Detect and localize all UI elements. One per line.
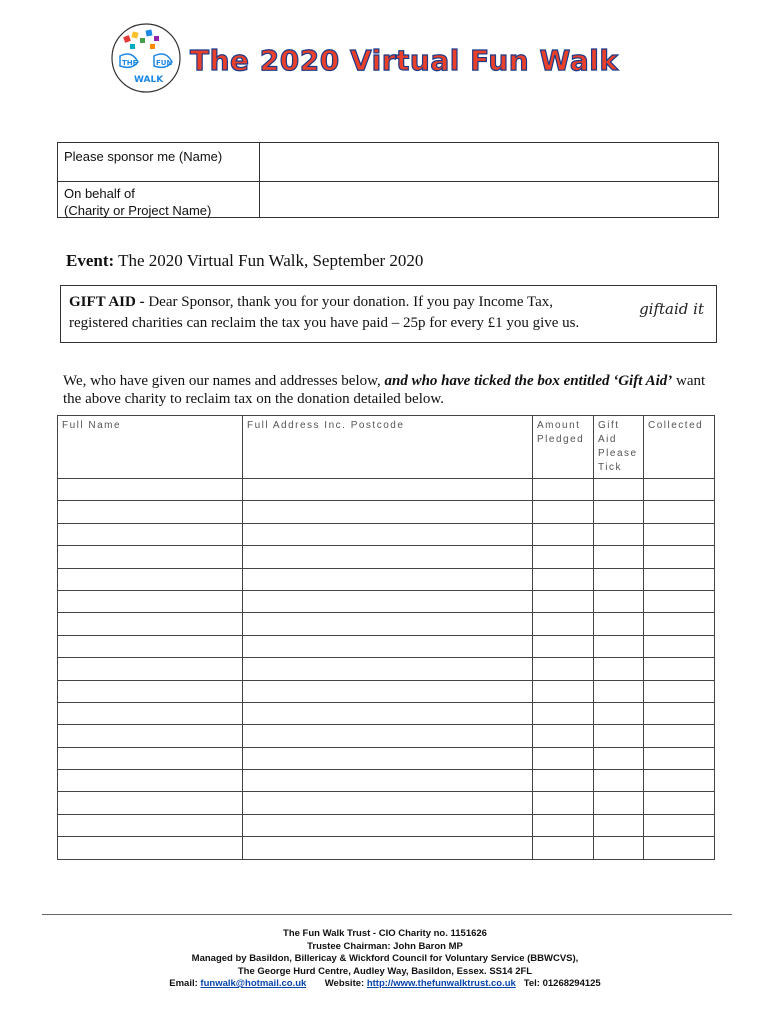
name-cell[interactable] [58,770,243,792]
address-cell[interactable] [243,680,533,702]
address-cell[interactable] [243,658,533,680]
amount-cell[interactable] [533,635,594,657]
gift-aid-tick-cell[interactable] [594,568,644,590]
footer-line2: Trustee Chairman: John Baron MP [307,940,463,952]
logo-text-the: THE [122,59,138,67]
sponsor-name-field[interactable] [260,143,718,181]
amount-cell[interactable] [533,523,594,545]
name-cell[interactable] [58,747,243,769]
charity-label-line1: On behalf of [64,186,135,201]
address-cell[interactable] [243,837,533,859]
event-value: The 2020 Virtual Fun Walk, September 2020 [118,251,424,270]
name-cell[interactable] [58,590,243,612]
name-cell[interactable] [58,546,243,568]
name-cell[interactable] [58,680,243,702]
gift-aid-tick-cell[interactable] [594,523,644,545]
sponsor-name-row [58,143,718,181]
collected-cell[interactable] [644,590,715,612]
charity-name-row [58,181,718,218]
gift-aid-logo: giftaid it [639,300,704,318]
event-label: Event: [66,251,115,270]
charity-label-line2: (Charity or Project Name) [64,203,212,218]
amount-cell[interactable] [533,702,594,724]
collected-cell[interactable] [644,770,715,792]
gift-aid-line2: registered charities can reclaim the tax you have paid – 25p for every £1 you give us. [69,315,580,331]
amount-cell[interactable] [533,792,594,814]
footer-divider [42,914,732,915]
gift-aid-tick-cell[interactable] [594,501,644,523]
amount-cell[interactable] [533,658,594,680]
amount-cell[interactable] [533,814,594,836]
address-cell[interactable] [243,613,533,635]
address-cell[interactable] [243,523,533,545]
name-cell[interactable] [58,658,243,680]
footer-line1: The Fun Walk Trust - CIO Charity no. 1151626 [283,928,487,939]
address-cell[interactable] [243,814,533,836]
website-label: Website: [324,978,365,989]
footer-contact-line [0,978,770,991]
col-collected: Collected [644,416,715,479]
tel-label: Tel: [523,978,540,989]
event-line [66,251,423,271]
donor-table-body [58,479,715,860]
donor-table [57,415,715,860]
amount-cell[interactable] [533,590,594,612]
name-cell[interactable] [58,635,243,657]
collected-cell[interactable] [644,635,715,657]
collected-cell[interactable] [644,523,715,545]
table-row [58,546,715,568]
table-row [58,523,715,545]
collected-cell[interactable] [644,680,715,702]
footer-line4: The George Hurd Centre, Audley Way, Basildon, Essex. SS14 2FL [237,965,533,977]
name-cell[interactable] [58,523,243,545]
gift-aid-tick-cell[interactable] [594,546,644,568]
collected-cell[interactable] [644,658,715,680]
collected-cell[interactable] [644,568,715,590]
charity-name-field[interactable] [260,182,718,218]
gift-aid-tick-cell[interactable] [594,792,644,814]
table-row [58,479,715,501]
col-gift-aid-tick: Gift Aid Please Tick [594,416,644,479]
gift-aid-tick-cell[interactable] [594,747,644,769]
collected-cell[interactable] [644,613,715,635]
table-row [58,814,715,836]
email-link[interactable]: funwalk@hotmail.co.uk [200,978,307,989]
name-cell[interactable] [58,479,243,501]
table-row [58,792,715,814]
col-full-address: Full Address Inc. Postcode [243,416,533,479]
name-cell[interactable] [58,613,243,635]
gift-aid-tick-cell[interactable] [594,770,644,792]
amount-cell[interactable] [533,568,594,590]
address-cell[interactable] [243,635,533,657]
address-cell[interactable] [243,725,533,747]
gift-aid-tick-cell[interactable] [594,837,644,859]
declaration-emphasis: and who have ticked the box entitled ‘Gift Aid’ [384,373,673,389]
address-cell[interactable] [243,568,533,590]
table-row [58,680,715,702]
name-cell[interactable] [58,725,243,747]
logo-text-fun: FUN [156,59,173,67]
table-header-row [58,416,715,479]
gift-aid-tick-cell[interactable] [594,702,644,724]
gift-aid-text [69,292,629,334]
collected-cell[interactable] [644,702,715,724]
collected-cell[interactable] [644,792,715,814]
col-full-name: Full Name [58,416,243,479]
table-row [58,635,715,657]
fun-walk-logo [110,22,182,94]
gift-aid-box [60,285,717,343]
gift-aid-tick-cell[interactable] [594,658,644,680]
name-cell[interactable] [58,501,243,523]
collected-cell[interactable] [644,479,715,501]
amount-cell[interactable] [533,501,594,523]
address-cell[interactable] [243,702,533,724]
logo-text-walk: WALK [134,75,164,85]
sponsor-details-box [57,142,719,218]
table-row [58,770,715,792]
gift-aid-tick-cell[interactable] [594,590,644,612]
gift-aid-tick-cell[interactable] [594,635,644,657]
address-cell[interactable] [243,479,533,501]
gift-aid-tick-cell[interactable] [594,479,644,501]
table-row [58,501,715,523]
sponsor-name-label: Please sponsor me (Name) [58,143,260,181]
collected-cell[interactable] [644,725,715,747]
name-cell[interactable] [58,792,243,814]
name-cell[interactable] [58,837,243,859]
address-cell[interactable] [243,770,533,792]
address-cell[interactable] [243,747,533,769]
table-row [58,747,715,769]
gift-aid-declaration [63,372,713,408]
declaration-part1: We, who have given our names and addresses below, [63,373,381,389]
col-amount-pledged: Amount Pledged [533,416,594,479]
table-row [58,837,715,859]
table-row [58,658,715,680]
gift-aid-tick-cell[interactable] [594,613,644,635]
gift-aid-heading: GIFT AID - [69,294,145,310]
table-row [58,590,715,612]
amount-cell[interactable] [533,725,594,747]
gift-aid-tick-cell[interactable] [594,680,644,702]
amount-cell[interactable] [533,546,594,568]
collected-cell[interactable] [644,747,715,769]
collected-cell[interactable] [644,837,715,859]
charity-name-label [58,182,260,218]
website-link[interactable]: http://www.thefunwalktrust.co.uk [366,978,516,989]
table-row [58,568,715,590]
tel-number: 01268294125 [542,978,601,989]
name-cell[interactable] [58,568,243,590]
table-row [58,613,715,635]
address-cell[interactable] [243,546,533,568]
declaration-part2: want the above charity to reclaim tax on the donation detailed below. [63,373,706,407]
gift-aid-tick-cell[interactable] [594,725,644,747]
footer-line3: Managed by Basildon, Billericay & Wickford Council for Voluntary Service (BBWCVS), [191,953,579,964]
amount-cell[interactable] [533,613,594,635]
amount-cell[interactable] [533,747,594,769]
name-cell[interactable] [58,702,243,724]
table-row [58,702,715,724]
footer [0,928,770,991]
page-title: The 2020 Virtual Fun Walk [190,44,619,77]
address-cell[interactable] [243,590,533,612]
amount-cell[interactable] [533,680,594,702]
amount-cell[interactable] [533,479,594,501]
address-cell[interactable] [243,792,533,814]
gift-aid-tick-cell[interactable] [594,814,644,836]
collected-cell[interactable] [644,501,715,523]
collected-cell[interactable] [644,546,715,568]
amount-cell[interactable] [533,837,594,859]
table-row [58,725,715,747]
gift-aid-line1: Dear Sponsor, thank you for your donation. If you pay Income Tax, [148,294,553,310]
amount-cell[interactable] [533,770,594,792]
name-cell[interactable] [58,814,243,836]
email-label: Email: [169,978,198,989]
collected-cell[interactable] [644,814,715,836]
address-cell[interactable] [243,501,533,523]
